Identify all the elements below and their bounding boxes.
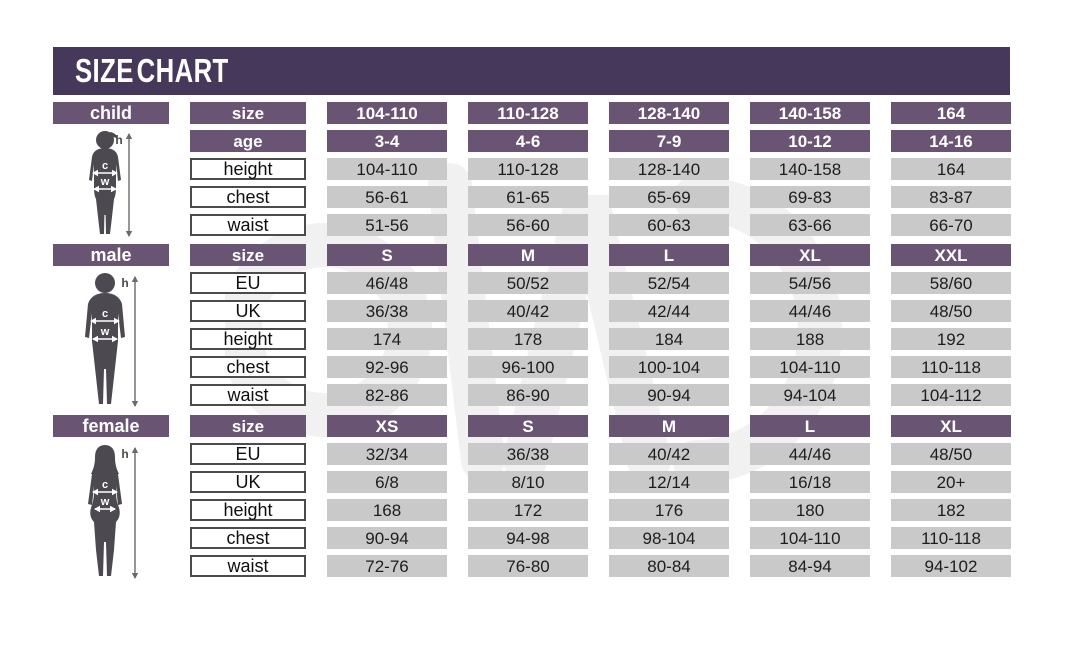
col-header-cell: 7-9 bbox=[609, 130, 729, 152]
value-cell: 104-112 bbox=[891, 384, 1011, 406]
height-arrow-icon bbox=[121, 276, 138, 407]
col-header-cell: S bbox=[327, 244, 447, 266]
col-header-cell: 128-140 bbox=[609, 102, 729, 124]
value-cell: 36/38 bbox=[327, 300, 447, 322]
value-cell: 110-128 bbox=[468, 158, 588, 180]
section-label-female: female bbox=[53, 415, 169, 437]
section-child bbox=[53, 102, 1011, 236]
value-cell: 46/48 bbox=[327, 272, 447, 294]
value-cell: 56-61 bbox=[327, 186, 447, 208]
row-label-height: height bbox=[190, 499, 306, 521]
col-header-cell: 3-4 bbox=[327, 130, 447, 152]
value-cell: 84-94 bbox=[750, 555, 870, 577]
value-cell: 90-94 bbox=[609, 384, 729, 406]
col-header-cell: XXL bbox=[891, 244, 1011, 266]
female-figure bbox=[53, 437, 169, 582]
value-cell: 12/14 bbox=[609, 471, 729, 493]
chest-label: c bbox=[101, 308, 109, 320]
col-header-cell: M bbox=[468, 244, 588, 266]
row-label-EU: EU bbox=[190, 443, 306, 465]
value-cell: 82-86 bbox=[327, 384, 447, 406]
col-header-cell: 4-6 bbox=[468, 130, 588, 152]
value-cell: 188 bbox=[750, 328, 870, 350]
value-cell: 96-100 bbox=[468, 356, 588, 378]
value-cell: 83-87 bbox=[891, 186, 1011, 208]
col-header-cell: M bbox=[609, 415, 729, 437]
value-cell: 174 bbox=[327, 328, 447, 350]
value-cell: 76-80 bbox=[468, 555, 588, 577]
value-cell: 172 bbox=[468, 499, 588, 521]
value-cell: 94-98 bbox=[468, 527, 588, 549]
row-label-chest: chest bbox=[190, 527, 306, 549]
value-cell: 8/10 bbox=[468, 471, 588, 493]
value-cell: 192 bbox=[891, 328, 1011, 350]
col-header-cell: XS bbox=[327, 415, 447, 437]
h-label: h bbox=[121, 276, 129, 290]
col-header-cell: S bbox=[468, 415, 588, 437]
row-label-height: height bbox=[190, 328, 306, 350]
col-header-cell: L bbox=[750, 415, 870, 437]
male-figure bbox=[53, 266, 169, 411]
value-cell: 72-76 bbox=[327, 555, 447, 577]
chest-label: c bbox=[101, 160, 109, 172]
waist-label: w bbox=[100, 326, 110, 338]
value-cell: 40/42 bbox=[468, 300, 588, 322]
child-silhouette-icon bbox=[59, 129, 163, 241]
value-cell: 65-69 bbox=[609, 186, 729, 208]
value-cell: 180 bbox=[750, 499, 870, 521]
section-male bbox=[53, 244, 1011, 406]
value-cell: 56-60 bbox=[468, 214, 588, 236]
value-cell: 36/38 bbox=[468, 443, 588, 465]
child-side-panel bbox=[53, 102, 169, 236]
value-cell: 176 bbox=[609, 499, 729, 521]
col-header-cell: 164 bbox=[891, 102, 1011, 124]
col-header-cell: 14-16 bbox=[891, 130, 1011, 152]
value-cell: 66-70 bbox=[891, 214, 1011, 236]
row-label-chest: chest bbox=[190, 356, 306, 378]
value-cell: 94-104 bbox=[750, 384, 870, 406]
value-cell: 51-56 bbox=[327, 214, 447, 236]
value-cell: 104-110 bbox=[327, 158, 447, 180]
waist-label: w bbox=[100, 496, 110, 508]
value-cell: 44/46 bbox=[750, 300, 870, 322]
value-cell: 60-63 bbox=[609, 214, 729, 236]
value-cell: 61-65 bbox=[468, 186, 588, 208]
value-cell: 48/50 bbox=[891, 443, 1011, 465]
value-cell: 90-94 bbox=[327, 527, 447, 549]
value-cell: 32/34 bbox=[327, 443, 447, 465]
value-cell: 104-110 bbox=[750, 527, 870, 549]
row-label-age: age bbox=[190, 130, 306, 152]
value-cell: 164 bbox=[891, 158, 1011, 180]
col-header-cell: XL bbox=[750, 244, 870, 266]
col-header-cell: 104-110 bbox=[327, 102, 447, 124]
value-cell: 52/54 bbox=[609, 272, 729, 294]
value-cell: 110-118 bbox=[891, 527, 1011, 549]
value-cell: 110-118 bbox=[891, 356, 1011, 378]
value-cell: 182 bbox=[891, 499, 1011, 521]
child-figure bbox=[53, 124, 169, 241]
value-cell: 54/56 bbox=[750, 272, 870, 294]
col-header-cell: 140-158 bbox=[750, 102, 870, 124]
female-silhouette-icon bbox=[59, 442, 163, 582]
value-cell: 178 bbox=[468, 328, 588, 350]
value-cell: 40/42 bbox=[609, 443, 729, 465]
male-silhouette-icon bbox=[59, 271, 163, 411]
row-label-height: height bbox=[190, 158, 306, 180]
col-header-cell: L bbox=[609, 244, 729, 266]
row-label-UK: UK bbox=[190, 471, 306, 493]
value-cell: 20+ bbox=[891, 471, 1011, 493]
title-bar bbox=[53, 47, 1010, 95]
value-cell: 168 bbox=[327, 499, 447, 521]
male-side-panel bbox=[53, 244, 169, 406]
section-label-male: male bbox=[53, 244, 169, 266]
value-cell: 86-90 bbox=[468, 384, 588, 406]
value-cell: 69-83 bbox=[750, 186, 870, 208]
value-cell: 98-104 bbox=[609, 527, 729, 549]
row-label-size: size bbox=[190, 102, 306, 124]
value-cell: 140-158 bbox=[750, 158, 870, 180]
col-header-cell: XL bbox=[891, 415, 1011, 437]
row-label-size: size bbox=[190, 415, 306, 437]
row-label-size: size bbox=[190, 244, 306, 266]
row-label-EU: EU bbox=[190, 272, 306, 294]
value-cell: 44/46 bbox=[750, 443, 870, 465]
chest-label: c bbox=[101, 479, 109, 491]
value-cell: 50/52 bbox=[468, 272, 588, 294]
value-cell: 184 bbox=[609, 328, 729, 350]
value-cell: 104-110 bbox=[750, 356, 870, 378]
value-cell: 58/60 bbox=[891, 272, 1011, 294]
h-label: h bbox=[121, 447, 129, 461]
section-female bbox=[53, 415, 1011, 577]
value-cell: 42/44 bbox=[609, 300, 729, 322]
row-label-chest: chest bbox=[190, 186, 306, 208]
value-cell: 128-140 bbox=[609, 158, 729, 180]
value-cell: 48/50 bbox=[891, 300, 1011, 322]
value-cell: 100-104 bbox=[609, 356, 729, 378]
page-title: SIZE CHART bbox=[75, 52, 229, 89]
height-arrow-icon bbox=[115, 133, 132, 237]
female-side-panel bbox=[53, 415, 169, 577]
col-header-cell: 10-12 bbox=[750, 130, 870, 152]
h-label: h bbox=[115, 133, 123, 147]
waist-label: w bbox=[100, 176, 110, 188]
row-label-UK: UK bbox=[190, 300, 306, 322]
col-header-cell: 110-128 bbox=[468, 102, 588, 124]
section-label-child: child bbox=[53, 102, 169, 124]
value-cell: 94-102 bbox=[891, 555, 1011, 577]
value-cell: 80-84 bbox=[609, 555, 729, 577]
value-cell: 63-66 bbox=[750, 214, 870, 236]
row-label-waist: waist bbox=[190, 555, 306, 577]
row-label-waist: waist bbox=[190, 214, 306, 236]
height-arrow-icon bbox=[121, 447, 138, 579]
value-cell: 16/18 bbox=[750, 471, 870, 493]
value-cell: 6/8 bbox=[327, 471, 447, 493]
value-cell: 92-96 bbox=[327, 356, 447, 378]
row-label-waist: waist bbox=[190, 384, 306, 406]
